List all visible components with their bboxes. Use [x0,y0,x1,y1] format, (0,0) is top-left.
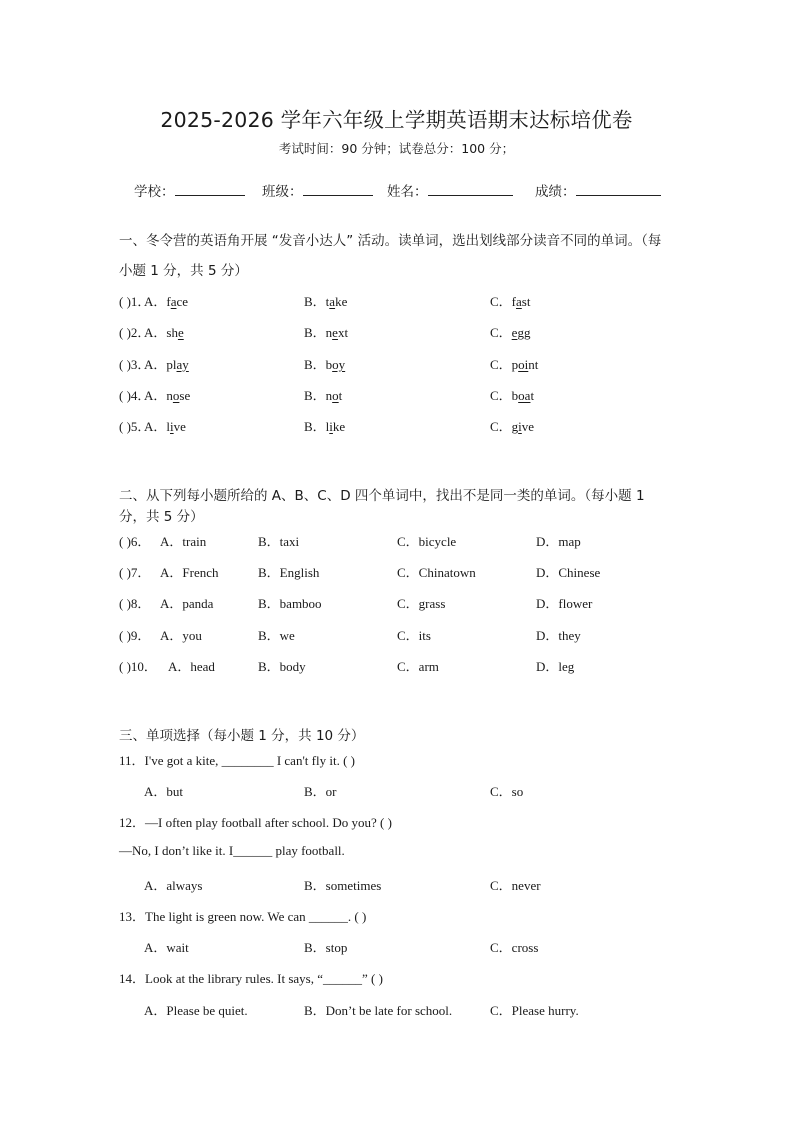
q1-option-a[interactable] [144,291,188,310]
question-14-stem: 14．Look at the library rules. It says, “______” ( ) [119,971,383,986]
q10-option-b[interactable]: B．body [258,659,306,674]
q6-option-d[interactable]: D．map [536,534,581,549]
q7-option-c[interactable]: C．Chinatown [397,565,476,580]
question-13-stem: 13．The light is green now. We can ______. ( ) [119,909,367,924]
underlined-letters: e [332,325,338,340]
option-text: B．l [304,419,330,434]
underlined-letters: e [511,325,518,340]
option-text: xt [337,325,349,340]
q6-option-b[interactable]: B．taxi [258,534,300,549]
q7-option-b[interactable]: B．English [258,565,320,580]
option-text: C．p [490,357,519,372]
question-12-reply: —No, I don’t like it. I______ play football. [119,843,345,858]
q12-option-c[interactable]: C．never [490,878,541,893]
q4-option-a[interactable] [144,385,190,404]
q12-option-a[interactable]: A．always [144,878,203,893]
q10-option-d[interactable]: D．leg [536,659,575,674]
name-blank[interactable] [428,181,513,196]
question-5-number[interactable]: ( )5． [119,419,151,434]
q3-option-a[interactable] [144,354,189,373]
q1-option-c[interactable] [490,291,530,310]
q10-option-c[interactable]: C．arm [397,659,439,674]
q9-option-d[interactable]: D．they [536,628,581,643]
option-text: st [521,294,531,309]
q3-option-b[interactable] [304,354,345,373]
underlined-letters: i [170,419,174,434]
question-7-number[interactable]: ( )7． [119,565,151,580]
section2-heading-cont: 分，共 5 分） [119,509,204,525]
question-1-number[interactable]: ( )1． [119,294,151,309]
option-text: ke [332,419,346,434]
q2-option-a[interactable] [144,322,184,341]
option-text: ce [176,294,189,309]
question-9-number[interactable]: ( )9． [119,628,151,643]
school-label: 学校： [134,184,175,200]
q8-option-b[interactable]: B．bamboo [258,596,322,611]
option-text: B．b [304,357,333,372]
question-12-stem: 12．—I often play football after school. Do you? ( ) [119,815,392,830]
question-2-number[interactable]: ( )2． [119,325,151,340]
underlined-letters: i [518,419,522,434]
q7-option-a[interactable]: A．French [160,565,219,580]
underlined-letters: a [329,294,336,309]
option-text: t [530,388,535,403]
option-text: C．g [490,419,519,434]
option-text: C． [490,325,512,340]
option-text: ke [335,294,348,309]
q11-option-b[interactable]: B．or [304,784,337,799]
q4-option-c[interactable] [490,385,534,404]
page-title: 2025-2026 学年六年级上学期英语期末达标培优卷 [160,108,633,132]
option-text: se [179,388,191,403]
q5-option-a[interactable] [144,416,186,435]
q8-option-a[interactable]: A．panda [160,596,214,611]
school-field [134,180,245,200]
underlined-letters: oi [518,357,529,372]
q2-option-c[interactable] [490,322,530,341]
option-text: C．f [490,294,517,309]
question-11-stem: 11．I've got a kite, ________ I can't fly it. ( ) [119,753,355,768]
name-field [387,180,513,200]
option-text: A．pl [144,357,177,372]
q13-option-a[interactable]: A．wait [144,940,189,955]
option-text: A．f [144,294,171,309]
option-text: gg [517,325,531,340]
q9-option-c[interactable]: C．its [397,628,431,643]
question-4-number[interactable]: ( )4． [119,388,151,403]
underlined-letters: o [172,388,180,403]
underlined-letters: oa [518,388,531,403]
option-text: B．n [304,388,333,403]
underlined-letters: e [177,325,184,340]
q5-option-c[interactable] [490,416,534,435]
q10-option-a[interactable]: A．head [168,659,215,674]
option-text: t [338,388,343,403]
section1-heading: 一、冬令营的英语角开展 “发音小达人” 活动。读单词，选出划线部分读音不同的单词。（每 [119,233,662,249]
question-10-number[interactable]: ( )10． [119,659,157,674]
underlined-letters: i [329,419,333,434]
q9-option-a[interactable]: A．you [160,628,202,643]
q8-option-c[interactable]: C．grass [397,596,446,611]
option-text: ve [173,419,186,434]
exam-subtitle: 考试时间：90 分钟；试卷总分：100 分； [278,141,515,156]
section2-heading: 二、从下列每小题所给的 A、B、C、D 四个单词中，找出不是同一类的单词。（每小题 1 [119,488,645,504]
underlined-letters: a [170,294,177,309]
q6-option-c[interactable]: C．bicycle [397,534,457,549]
name-label: 姓名： [387,184,428,200]
score-label: 成绩： [535,184,576,200]
q11-option-a[interactable]: A．but [144,784,184,799]
q4-option-b[interactable] [304,385,342,404]
section3-heading: 三、单项选择（每小题 1 分，共 10 分） [119,728,365,744]
q5-option-b[interactable] [304,416,345,435]
option-text: C．b [490,388,519,403]
q14-option-b[interactable]: B．Don’t be late for school. [304,1003,453,1018]
option-text: ve [521,419,535,434]
option-text: A．sh [144,325,178,340]
q3-option-c[interactable] [490,354,538,373]
q7-option-d[interactable]: D．Chinese [536,565,601,580]
q9-option-b[interactable]: B．we [258,628,295,643]
section1-heading-cont: 小题 1 分，共 5 分） [119,263,248,279]
q6-option-a[interactable]: A．train [160,534,207,549]
option-text: nt [528,357,539,372]
class-field [262,180,373,200]
underlined-letters: ay [176,357,189,372]
option-text: A．n [144,388,173,403]
q14-option-c[interactable]: C．Please hurry. [490,1003,579,1018]
class-blank[interactable] [303,181,373,196]
q2-option-b[interactable] [304,322,348,341]
option-text: B．t [304,294,330,309]
underlined-letters: a [516,294,522,309]
score-field [535,180,661,200]
q1-option-b[interactable] [304,291,347,310]
underlined-letters: oy [332,357,346,372]
q14-option-a[interactable]: A．Please be quiet. [144,1003,248,1018]
q13-option-c[interactable]: C．cross [490,940,539,955]
question-8-number[interactable]: ( )8． [119,596,151,611]
q12-option-b[interactable]: B．sometimes [304,878,382,893]
option-text: B．n [304,325,333,340]
question-6-number[interactable]: ( )6． [119,534,151,549]
option-text: A．l [144,419,171,434]
q8-option-d[interactable]: D．flower [536,596,593,611]
school-blank[interactable] [175,181,245,196]
question-3-number[interactable]: ( )3． [119,357,151,372]
underlined-letters: o [332,388,339,403]
score-blank[interactable] [576,181,661,196]
class-label: 班级： [262,184,303,200]
q11-option-c[interactable]: C．so [490,784,524,799]
q13-option-b[interactable]: B．stop [304,940,348,955]
